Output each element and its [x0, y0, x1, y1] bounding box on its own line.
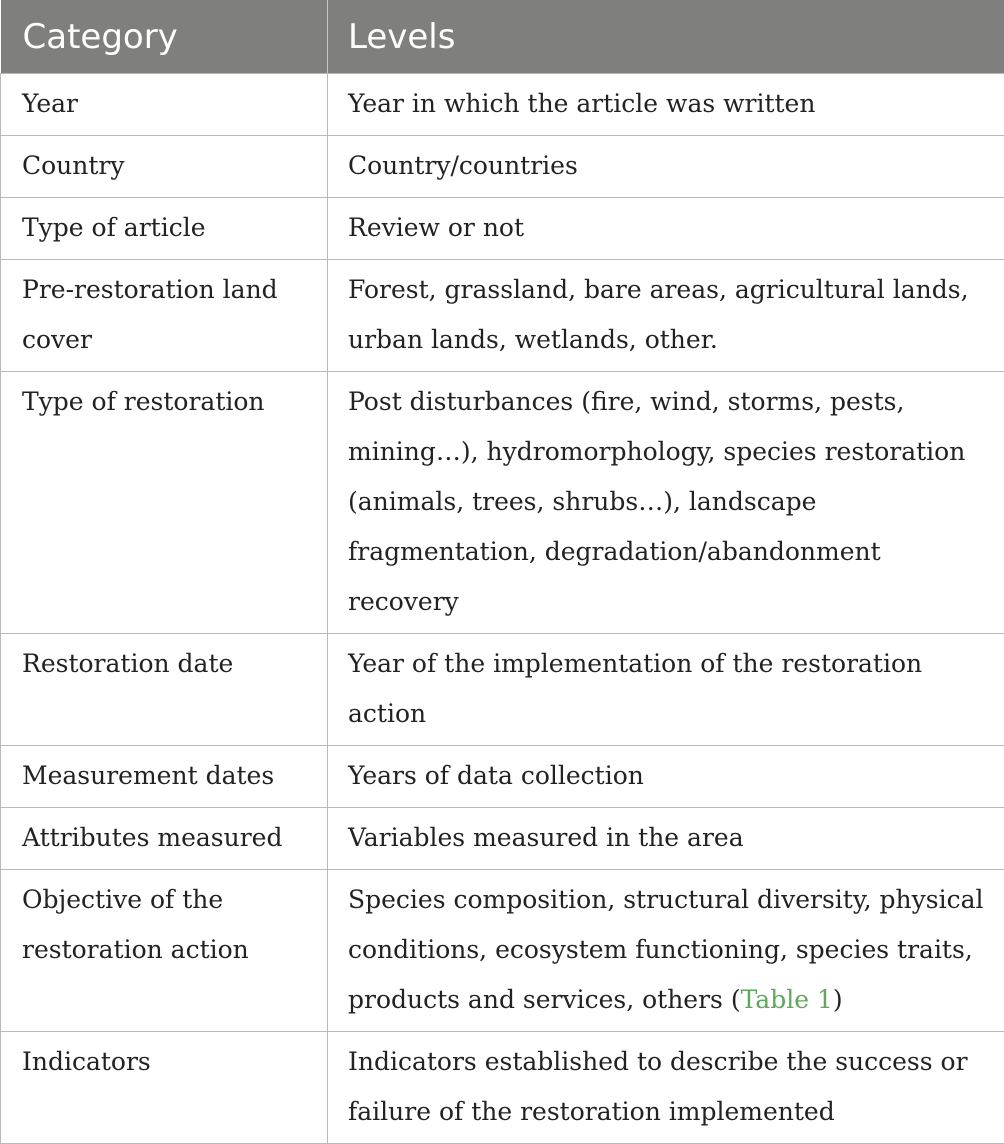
row-levels: Post disturbances (fire, wind, storms, pests, mining…), hydromorphology, species restoration (animals, trees, shrubs…), landscape fragmentation, degradation/abandonment recovery — [328, 372, 1004, 634]
row-category: Restoration date — [1, 634, 328, 746]
row-category: Year — [1, 74, 328, 136]
row-category: Attributes measured — [1, 808, 328, 870]
row-levels: Variables measured in the area — [328, 808, 1004, 870]
row-levels: Review or not — [328, 198, 1004, 260]
row-levels: Forest, grassland, bare areas, agricultural lands, urban lands, wetlands, other. — [328, 260, 1004, 372]
header-category: Category — [1, 1, 328, 74]
row-levels: Indicators established to describe the success or failure of the restoration implemented — [328, 1032, 1004, 1144]
table-row — [1, 372, 1004, 634]
row-category: Objective of the restoration action — [1, 870, 328, 1032]
table-row — [1, 634, 1004, 746]
row-levels: Year of the implementation of the restoration action — [328, 634, 1004, 746]
row-category: Pre-restoration land cover — [1, 260, 328, 372]
table-row — [1, 136, 1004, 198]
row-levels: Country/countries — [328, 136, 1004, 198]
row-category: Type of restoration — [1, 372, 328, 634]
header-levels: Levels — [328, 1, 1004, 74]
table-row — [1, 198, 1004, 260]
row-levels-text: Species composition, structural diversity, physical conditions, ecosystem functioning, species traits, products and services, others ( — [348, 885, 984, 1014]
row-category: Indicators — [1, 1032, 328, 1144]
header-row — [1, 1, 1004, 74]
table-header — [1, 1, 1004, 74]
row-category: Type of article — [1, 198, 328, 260]
table-row — [1, 870, 1004, 1032]
row-levels: Year in which the article was written — [328, 74, 1004, 136]
row-levels-with-link — [328, 870, 1004, 1032]
table-row — [1, 260, 1004, 372]
table-row — [1, 808, 1004, 870]
row-category: Measurement dates — [1, 746, 328, 808]
table-body — [1, 74, 1004, 1144]
table-row — [1, 1032, 1004, 1144]
row-levels: Years of data collection — [328, 746, 1004, 808]
table-1-link[interactable]: Table 1 — [741, 985, 833, 1014]
table-row — [1, 746, 1004, 808]
table-row — [1, 74, 1004, 136]
row-category: Country — [1, 136, 328, 198]
row-levels-text-after: ) — [833, 985, 843, 1014]
